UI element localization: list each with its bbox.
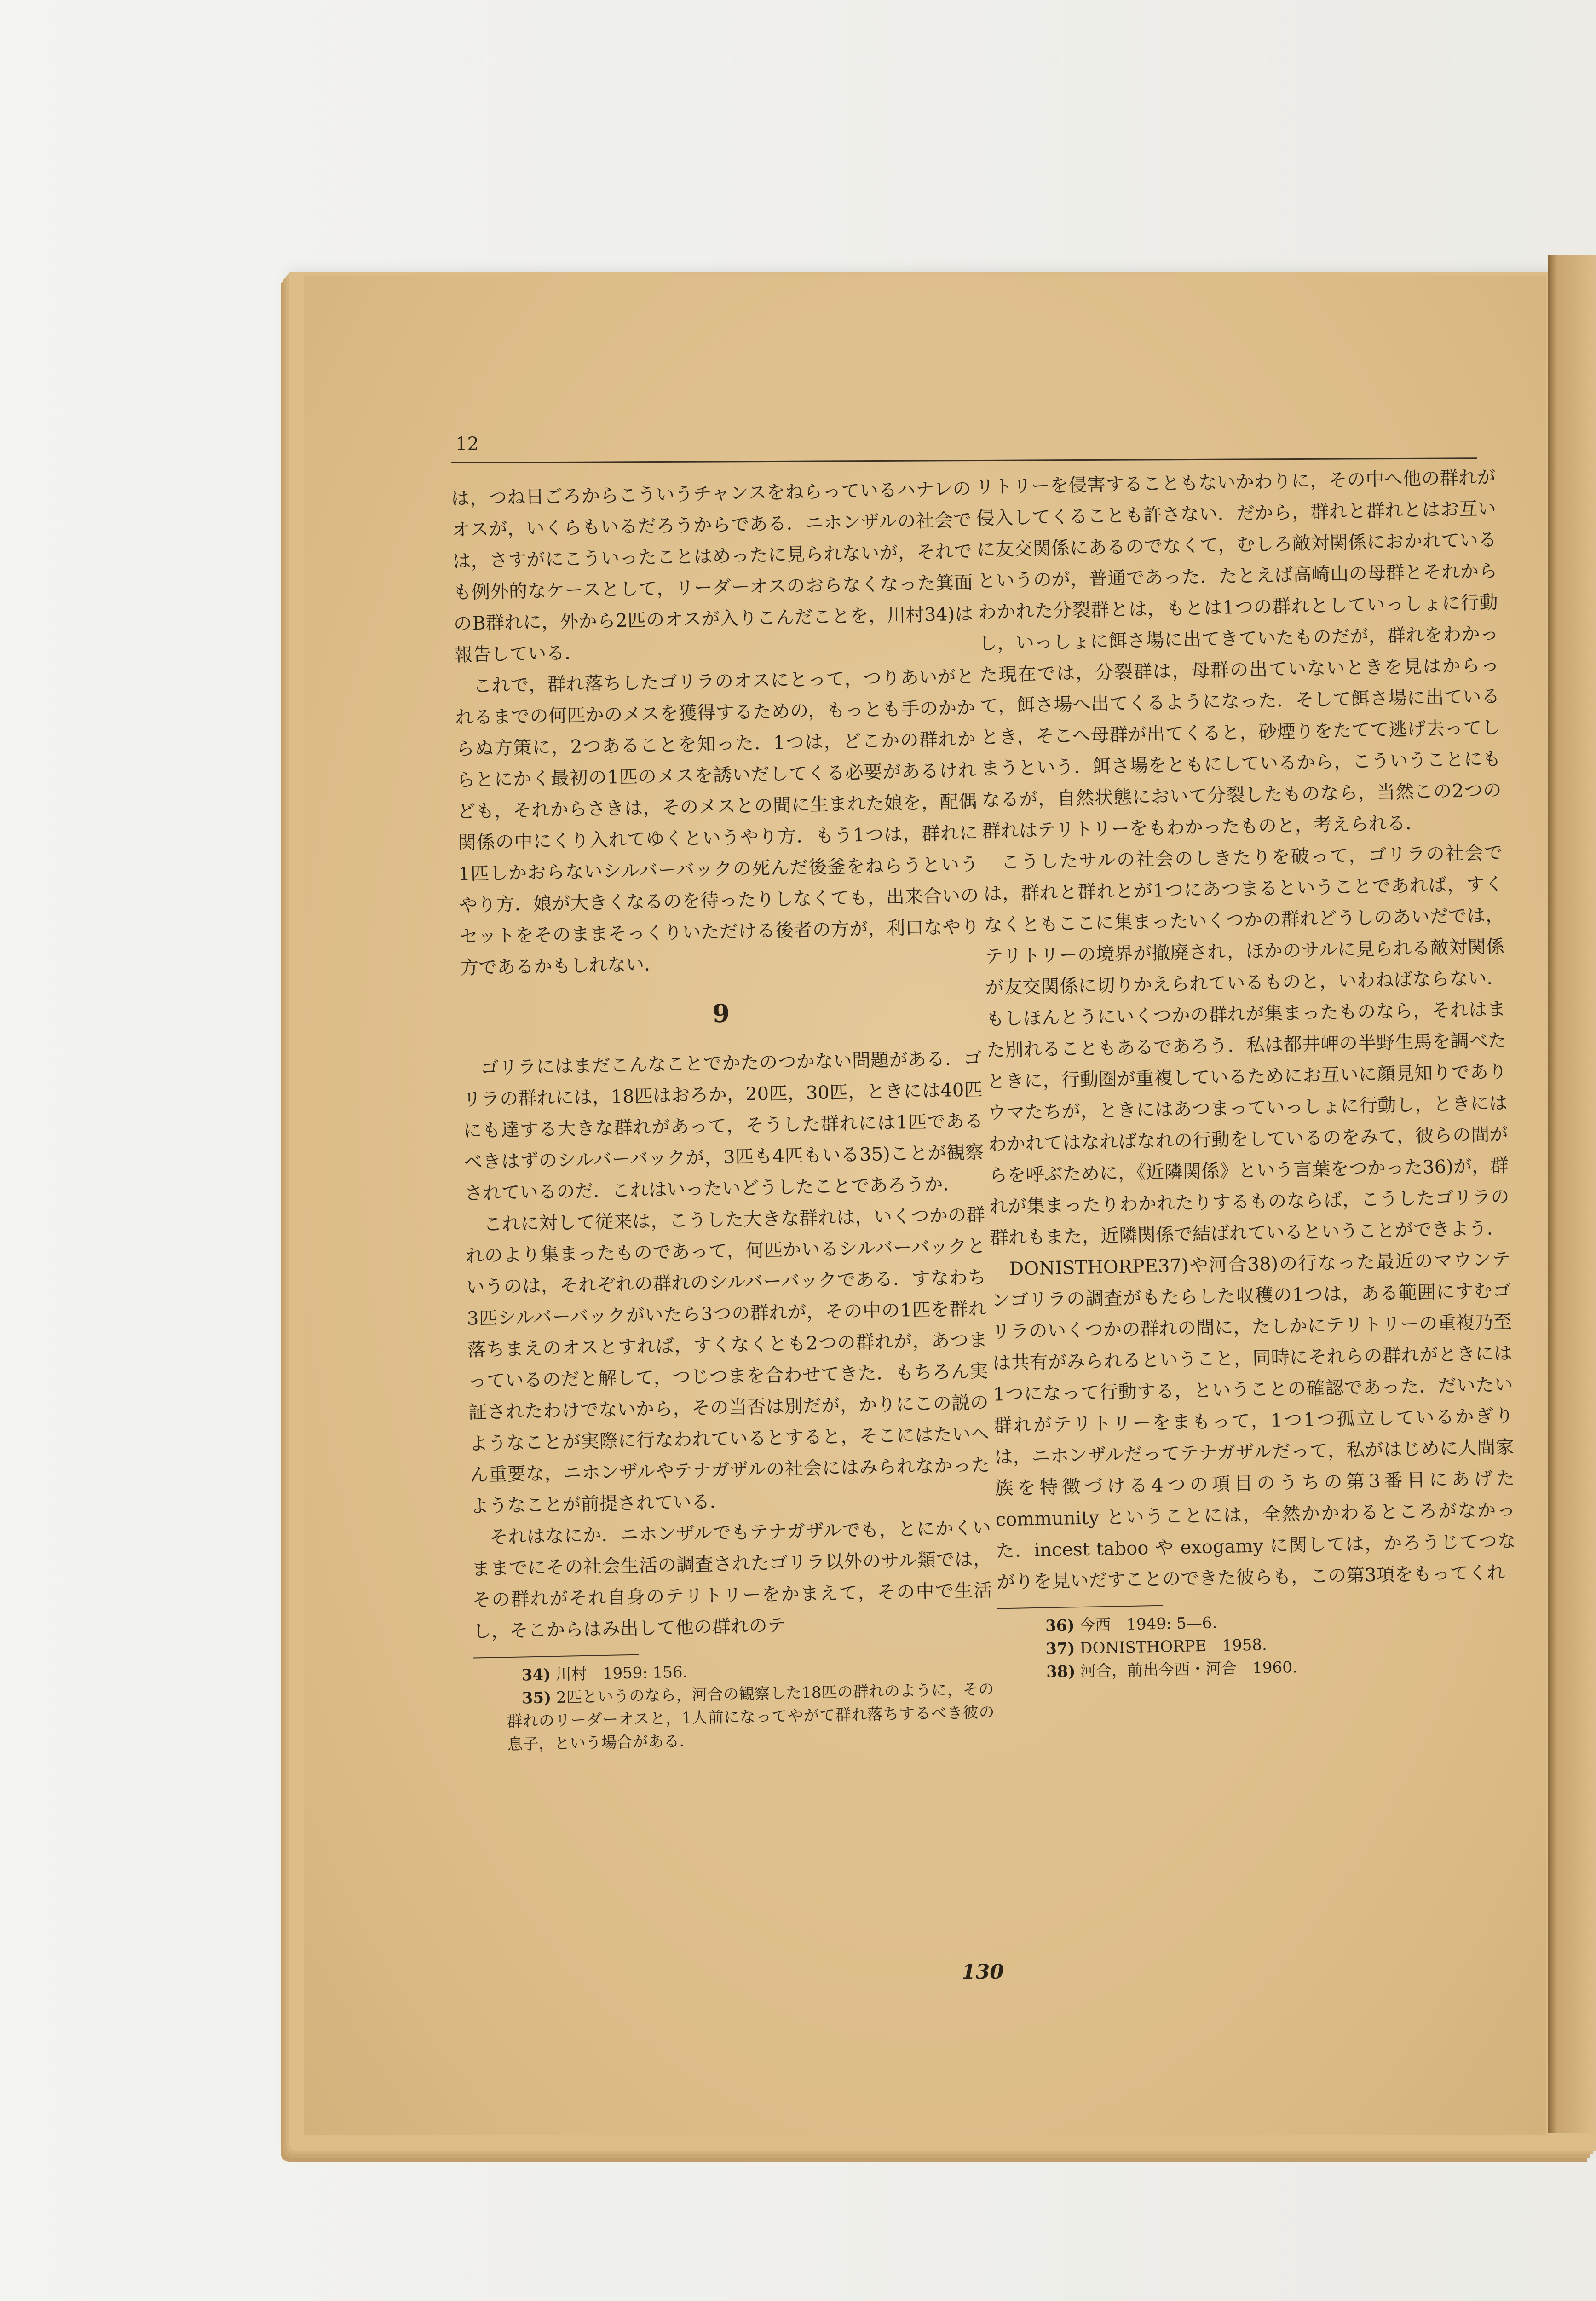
footnote-rule [997,1605,1163,1609]
paragraph: こうしたサルの社会のしきたりを破って，ゴリラの社会では，群れと群れとが1つにあつまるということであれば，すくなくともここに集まったいくつかの群れどうしのあいだでは，テリトリーの境界が撤廃され，ほかのサルに見られる敵対関係が友交関係に切りかえられているものと，いわねばならない．もしほんとうにいくつかの群れが集まったものなら，それはまた別れることもあるであろう．私は都井岬の半野生馬を調べたときに，行動圏が重複しているためにお互いに顔見知りでありウマたちが，ときにはあつまっていっしょに行動し，ときにはわかれてはなればなれの行動をしているのをみて，彼らの間がらを呼ぶために，《近隣関係》という言葉をつかった36)が，群れが集まったりわかれたりするものならば，こうしたゴリラの群れもまた，近隣関係で結ばれているということができよう． [983,842,1510,1249]
footnote-number: 37) [1045,1639,1075,1659]
footnote-text: 今西 1949: 5—6. [1079,1613,1217,1635]
footnote-number: 34) [521,1665,551,1685]
paragraph: ゴリラにはまだこんなことでかたのつかない問題がある．ゴリラの群れには，18匹はおろか，20匹，30匹，ときには40匹にも達する大きな群れがあって，そうした群れには1匹であるべきはずのシルバーバックが，3匹も4匹もいる35)ことが観察されているのだ．これはいったいどうしたことであろうか． [462,1048,984,1204]
next-page-edge [1548,255,1596,2133]
paragraph: リトリーを侵害することもないかわりに，その中へ他の群れが侵入してくることも許さない．だから，群れと群れとはお互いに友交関係にあるのでなくて，むしろ敵対関係におかれているというのが，普通であった．たとえば高崎山の母群とそれからわかれた分裂群とは，もとは1つの群れとしていっしょに行動し，いっしょに餌さ場に出てきていたものだが，群れをわかった現在では，分裂群は，母群の出ていないときを見はからって，餌さ場へ出てくるようになった．そして餌さ場に出ているとき，そこへ母群が出てくると，砂煙りをたてて逃げ去ってしまうという．餌さ場をともにしているから，こういうことにもなるが，自然状態において分裂したものなら，当然この2つの群れはテリトリーをもわかったものと，考えられる． [975,467,1502,842]
footnote [474,1678,995,1757]
left-column [451,473,995,1757]
footnote-text: 川村 1959: 156. [555,1663,688,1684]
footnote-text: 2匹というのなら，河合の観察した18匹の群れのように，その群れのリーダーオスと，1人前になってやがて群れ落ちするべき彼の息子，という場合がある． [507,1680,995,1754]
paragraph: これで，群れ落ちしたゴリラのオスにとって，つりあいがとれるまでの何匹かのメスを獲得するための，もっとも手のかからぬ方策に，2つあることを知った．1つは，どこかの群れからとにかく最初の1匹のメスを誘いだしてくる必要があるけれども，それからさきは，そのメスとの間に生まれた娘を，配偶関係の中にくり入れてゆくというやり方．もう1つは，群れに1匹しかおらないシルバーバックの死んだ後釜をねらうというやり方．娘が大きくなるのを待ったりしなくても，出来合いのセットをそのままそっくりいただける後者の方が，利口なやり方であるかもしれない． [455,666,980,979]
right-column [975,462,1518,1684]
header-rule [451,457,1477,463]
paragraph: は，つね日ごろからこういうチャンスをねらっているハナレのオスが，いくらもいるだろうからである．ニホンザルの社会では，さすがにこういったことはめったに見られないが，それでも例外的なケースとして，リーダーオスのおらなくなった箕面のB群れに，外から2匹のオスが入りこんだことを，川村34)は報告している． [451,478,974,666]
book-page [304,276,1546,2135]
footnote-rule [473,1654,639,1659]
folio-page-number: 130 [962,1960,1004,1984]
paragraph: これに対して従来は，こうした大きな群れは，いくつかの群れのより集まったものであって，何匹かいるシルバーバックというのは，それぞれの群れのシルバーバックである．すなわち3匹シルバーバックがいたら3つの群れが，その中の1匹を群れ落ちまえのオスとすれば，すくなくとも2つの群れが，あつまっているのだと解して，つじつまを合わせてきた．もちろん実証されたわけでないから，その当否は別だが，かりにこの説のようなことが実際に行なわれているとすると，そこにはたいへん重要な，ニホンザルやテナガザルの社会にはみられなかったようなことが前提されている． [465,1204,990,1517]
footnote-number: 35) [522,1688,552,1708]
footnote-number: 38) [1046,1662,1076,1682]
footnote-text: DONISTHORPE 1958. [1079,1636,1268,1658]
section-number: 9 [712,998,730,1029]
paragraph: DONISTHORPE37)や河合38)の行なった最近のマウンテンゴリラの調査がもたらした収穫の1つは，ある範囲にすむゴリラのいくつかの群れの間に，たしかにテリトリーの重複乃至は共有がみられるということ，同時にそれらの群れがときには1つになって行動する，ということの確認であった．だいたい群れがテリトリーをまもって，1つ1つ孤立しているかぎりは，ニホンザルだってテナガザルだって，私がはじめに人間家族を特徴づける4つの項目のうちの第3番目にあげた community ということには，全然かかわるところがなかった．incest taboo や exogamy に関しては，かろうじてつながりを見いだすことのできた彼らも，この第3項をもってくれ [991,1249,1516,1593]
footnote-number: 36) [1045,1616,1075,1636]
footnote-text: 河合，前出今西・河合 1960. [1080,1658,1297,1681]
paragraph: それはなにか．ニホンザルでもテナガザルでも，とにかくいままでにその社会生活の調査されたゴリラ以外のサル類では，その群れがそれ自身のテリトリーをかまえて，その中で生活し，そこからはみ出して他の群れのテ [471,1517,992,1642]
running-page-number: 12 [455,434,479,455]
